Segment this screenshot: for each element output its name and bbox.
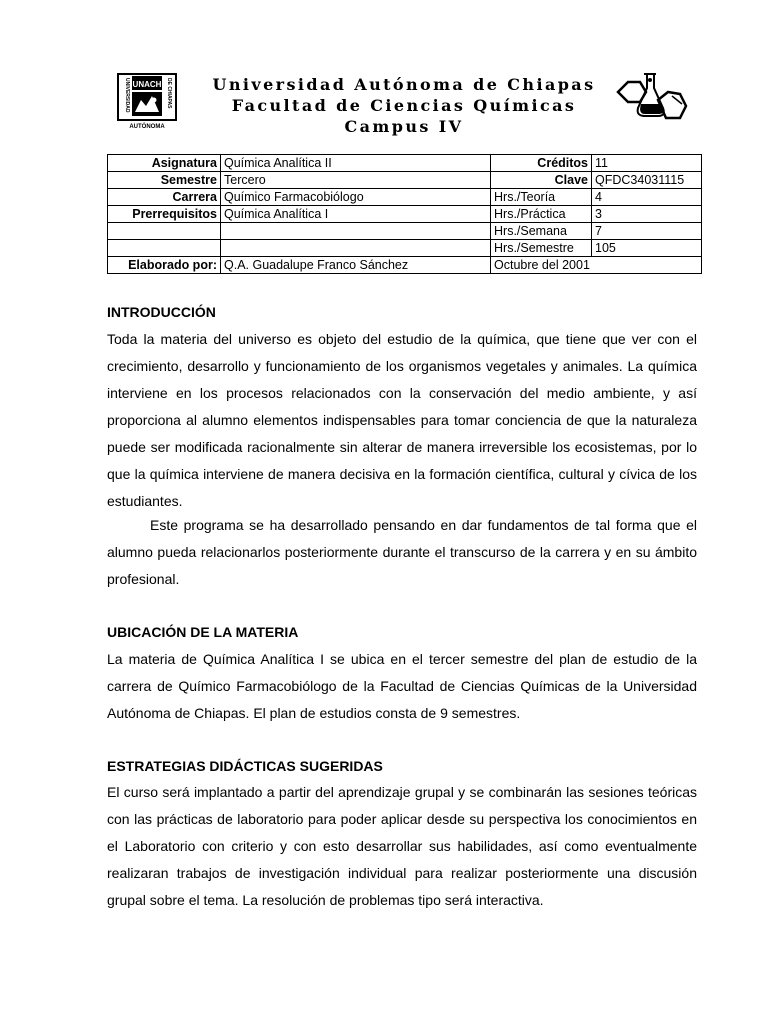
- table-row: [108, 206, 702, 223]
- intro-heading: INTRODUCCIÓN: [107, 304, 216, 320]
- creditos-value: 11: [592, 155, 702, 172]
- logo-side-text-right: DE CHIAPAS: [166, 78, 172, 109]
- clave-label: Clave: [491, 172, 592, 189]
- carrera-label: Carrera: [108, 189, 221, 206]
- hrs-semestre-value: 105: [592, 240, 702, 257]
- elaborado-label: Elaborado por:: [108, 257, 221, 274]
- creditos-label: Créditos: [491, 155, 592, 172]
- course-info-table: [107, 154, 702, 274]
- empty-cell: [221, 240, 491, 257]
- elaborado-value: Q.A. Guadalupe Franco Sánchez: [221, 257, 491, 274]
- asignatura-value: Química Analítica II: [221, 155, 491, 172]
- estrategias-heading: ESTRATEGIAS DIDÁCTICAS SUGERIDAS: [107, 758, 383, 774]
- estrategias-paragraph: El curso será implantado a partir del aprendizaje grupal y se combinarán las sesiones teóricas con las prácticas de laboratorio para poder aplicar desde su perspectiva los conocimientos en el Laboratorio con criterio y con esto desarrollar sus habilidades, así como eventualmente realizaran trabajos de investigación individual para realizar posteriormente una discusión grupal sobre el tema. La resolución de problemas tipo será interactiva.: [107, 784, 697, 908]
- asignatura-label: Asignatura: [108, 155, 221, 172]
- faculty-name: Facultad de Ciencias Químicas: [231, 96, 577, 115]
- hrs-practica-label: Hrs./Práctica: [491, 206, 592, 223]
- prerrequisitos-value: Química Analítica I: [221, 206, 491, 223]
- ubicacion-paragraph: La materia de Química Analítica I se ubica en el tercer semestre del plan de estudio de la carrera de Químico Farmacobiólogo de la Facultad de Ciencias Químicas de la Universidad Autónoma de Chiapas. El plan de estudios consta de 9 semestres.: [107, 651, 697, 721]
- semestre-value: Tercero: [221, 172, 491, 189]
- hrs-semestre-label: Hrs./Semestre: [491, 240, 592, 257]
- hrs-semana-label: Hrs./Semana: [491, 223, 592, 240]
- ubicacion-heading: UBICACIÓN DE LA MATERIA: [107, 624, 299, 640]
- university-seal-logo: [108, 72, 186, 130]
- hrs-semana-value: 7: [592, 223, 702, 240]
- logo-bottom-text: AUTÓNOMA: [129, 124, 165, 130]
- prerrequisitos-label: Prerrequisitos: [108, 206, 221, 223]
- table-row: [108, 240, 702, 257]
- university-name: Universidad Autónoma de Chiapas: [212, 75, 596, 94]
- fecha-value: Octubre del 2001: [491, 257, 702, 274]
- hrs-teoria-label: Hrs./Teoría: [491, 189, 592, 206]
- carrera-value: Químico Farmacobiólogo: [221, 189, 491, 206]
- table-row: [108, 223, 702, 240]
- empty-cell: [108, 223, 221, 240]
- logo-monogram: UNACH: [132, 80, 162, 89]
- table-row: [108, 155, 702, 172]
- hrs-teoria-value: 4: [592, 189, 702, 206]
- intro-paragraph-2: Este programa se ha desarrollado pensando en dar fundamentos de tal forma que el alumno pueda relacionarlos posteriormente durante el transcurso de la carrera y en su ámbito profesional.: [107, 517, 697, 587]
- logo-side-text-left: UNIVERSIDAD: [124, 78, 130, 113]
- campus-name: Campus IV: [344, 117, 464, 136]
- header-title-block: [190, 74, 618, 137]
- intro-paragraph-1: Toda la materia del universo es objeto del estudio de la química, que tiene que ver con el crecimiento, desarrollo y funcionamiento de los organismos vegetales y animales. La química interviene en los procesos relacionados con la conservación del medio ambiente, y así proporciona al alumno elementos indispensables para tomar conciencia de que la naturaleza puede ser modificada racionalmente sin alterar de manera irreversible los ecosistemas, por lo que la química interviene de manera decisiva en la formación científica, cultural y cívica de los estudiantes.: [107, 331, 697, 509]
- table-row: [108, 172, 702, 189]
- table-row: [108, 257, 702, 274]
- chemistry-flask-logo: [612, 70, 692, 130]
- empty-cell: [108, 240, 221, 257]
- semestre-label: Semestre: [108, 172, 221, 189]
- hrs-practica-value: 3: [592, 206, 702, 223]
- table-row: [108, 189, 702, 206]
- clave-value: QFDC34031115: [592, 172, 702, 189]
- empty-cell: [221, 223, 491, 240]
